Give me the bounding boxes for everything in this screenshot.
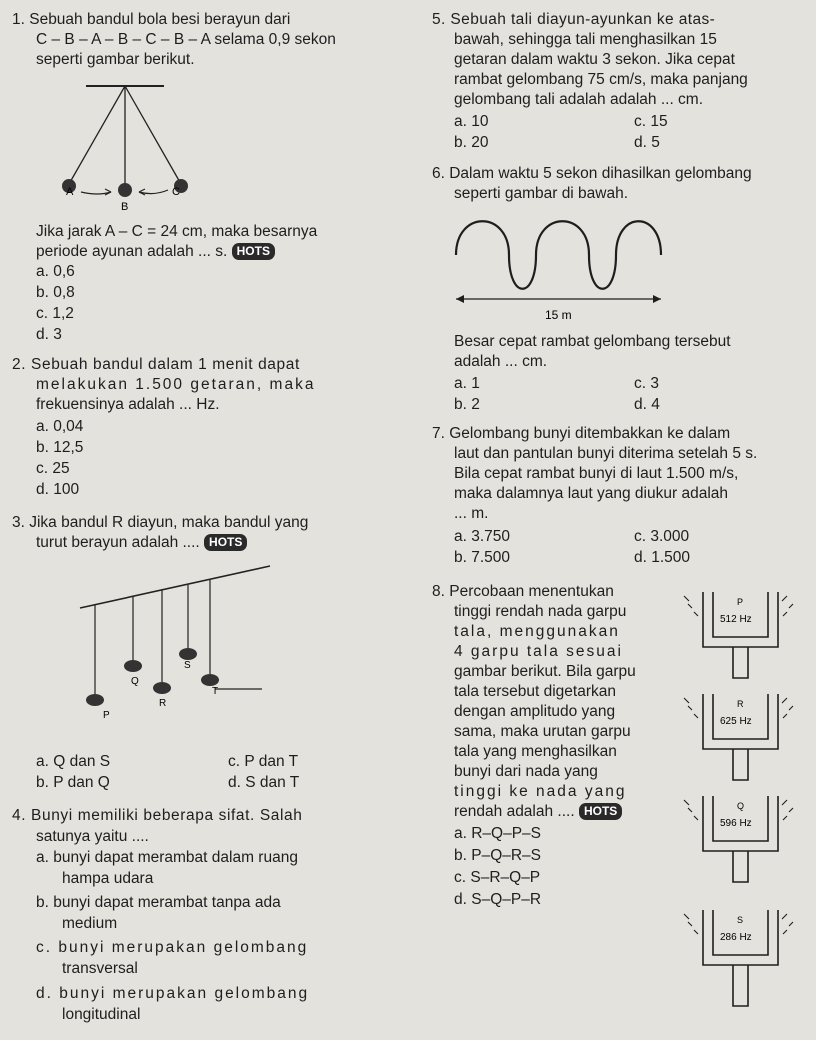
wave-figure (446, 215, 676, 325)
q3-option-b[interactable]: b. P dan Q (36, 774, 110, 791)
q8-line10: bunyi dari nada yang (454, 763, 598, 780)
wave-length-label: 15 m (545, 308, 572, 322)
q1-option-a[interactable]: a. 0,6 (36, 263, 75, 280)
q7-option-a[interactable]: a. 3.750 (454, 528, 511, 545)
q2-option-a[interactable]: a. 0,04 (36, 418, 84, 435)
q4-option-c[interactable]: c. bunyi merupakan gelombang (36, 939, 309, 956)
q1-option-c[interactable]: c. 1,2 (36, 305, 74, 322)
pendulum-figure (36, 74, 236, 214)
fork-s-freq: 286 Hz (720, 932, 752, 943)
fork-s-name: S (737, 915, 744, 925)
tuning-fork-p (678, 582, 803, 682)
q8-line8: sama, maka urutan garpu (454, 723, 631, 740)
q1-option-b[interactable]: b. 0,8 (36, 284, 75, 301)
q6-line1: 6. Dalam waktu 5 sekon dihasilkan gelombang (432, 165, 752, 182)
label-s: S (184, 660, 191, 671)
q4-line2: satunya yaitu .... (36, 828, 149, 845)
q8-line11: tinggi ke nada yang (454, 783, 627, 800)
q7-option-c[interactable]: c. 3.000 (634, 528, 690, 545)
label-p: P (103, 710, 110, 721)
q2-option-b[interactable]: b. 12,5 (36, 439, 84, 456)
q7-option-d[interactable]: d. 1.500 (634, 549, 691, 566)
q5-option-c[interactable]: c. 15 (634, 113, 668, 130)
q5-line3: getaran dalam waktu 3 sekon. Jika cepat (454, 51, 735, 68)
hots-badge: HOTS (579, 803, 622, 820)
fork-r-name: R (737, 699, 744, 709)
hots-badge: HOTS (204, 534, 247, 551)
label-r: R (159, 698, 167, 709)
label-a: A (66, 186, 74, 198)
label-q: Q (131, 676, 139, 687)
q6-line2: seperti gambar di bawah. (454, 185, 629, 202)
tuning-fork-q (678, 786, 803, 886)
fork-r-freq: 625 Hz (720, 716, 752, 727)
q3-line2: turut berayun adalah .... (36, 534, 200, 551)
q3-option-c[interactable]: c. P dan T (228, 753, 299, 770)
q1-line3: seperti gambar berikut. (36, 51, 195, 68)
q4-line1: 4. Bunyi memiliki beberapa sifat. Salah (12, 807, 303, 824)
q8-option-b[interactable]: b. P–Q–R–S (454, 847, 542, 864)
q1-line2: C – B – A – B – C – B – A selama 0,9 sekon (36, 31, 336, 48)
q3-line2-wrap (36, 533, 247, 553)
q2-line3: frekuensinya adalah ... Hz. (36, 396, 220, 413)
fork-p-name: P (737, 597, 744, 607)
q1-line5: periode ayunan adalah ... s. (36, 243, 228, 260)
q7-line5: ... m. (454, 505, 489, 522)
q2-option-d[interactable]: d. 100 (36, 481, 80, 498)
q4-option-d[interactable]: d. bunyi merupakan gelombang (36, 985, 310, 1002)
q7-option-b[interactable]: b. 7.500 (454, 549, 511, 566)
q5-line5: gelombang tali adalah adalah ... cm. (454, 91, 704, 108)
q2-line2: melakukan 1.500 getaran, maka (36, 376, 316, 393)
q5-line2: bawah, sehingga tali menghasilkan 15 (454, 31, 717, 48)
label-t: T (212, 686, 219, 697)
q6-option-b[interactable]: b. 2 (454, 396, 480, 413)
q8-line2: tinggi rendah nada garpu (454, 603, 627, 620)
q8-option-a[interactable]: a. R–Q–P–S (454, 825, 542, 842)
q8-line12-wrap (454, 802, 622, 822)
q8-option-d[interactable]: d. S–Q–P–R (454, 891, 542, 908)
q6-line3: Besar cepat rambat gelombang tersebut (454, 333, 731, 350)
q7-line2: laut dan pantulan bunyi diterima setelah 5 s. (454, 445, 758, 462)
q2-option-c[interactable]: c. 25 (36, 460, 70, 477)
q1-line1: 1. Sebuah bandul bola besi berayun dari (12, 11, 291, 28)
q8-line9: tala yang menghasilkan (454, 743, 617, 760)
q3-option-a[interactable]: a. Q dan S (36, 753, 111, 770)
q8-line7: dengan amplitudo yang (454, 703, 616, 720)
label-c: C (172, 186, 180, 198)
q8-line6: tala tersebut digetarkan (454, 683, 616, 700)
tuning-fork-r (678, 684, 803, 784)
q8-line4: 4 garpu tala sesuai (454, 643, 623, 660)
pendulums-figure (40, 560, 280, 740)
q8-line5: gambar berikut. Bila garpu (454, 663, 636, 680)
q6-option-d[interactable]: d. 4 (634, 396, 660, 413)
q4-option-d-cont: longitudinal (62, 1006, 141, 1023)
q1-line4: Jika jarak A – C = 24 cm, maka besarnya (36, 223, 318, 240)
label-b: B (121, 201, 129, 213)
q6-line4: adalah ... cm. (454, 353, 548, 370)
q5-option-b[interactable]: b. 20 (454, 134, 489, 151)
q4-option-a-cont: hampa udara (62, 870, 154, 887)
fork-p-freq: 512 Hz (720, 614, 752, 625)
q2-line1: 2. Sebuah bandul dalam 1 menit dapat (12, 356, 300, 373)
q7-line4: maka dalamnya laut yang diukur adalah (454, 485, 729, 502)
q1-line5-wrap (36, 242, 275, 262)
q4-option-c-cont: transversal (62, 960, 138, 977)
q5-line1: 5. Sebuah tali diayun-ayunkan ke atas- (432, 11, 716, 28)
q8-line12: rendah adalah .... (454, 803, 575, 820)
hots-badge: HOTS (232, 243, 275, 260)
q4-option-a[interactable]: a. bunyi dapat merambat dalam ruang (36, 849, 298, 866)
q3-line1: 3. Jika bandul R diayun, maka bandul yang (12, 514, 309, 531)
fork-q-name: Q (737, 801, 745, 811)
q4-option-b-cont: medium (62, 915, 118, 932)
q4-option-b[interactable]: b. bunyi dapat merambat tanpa ada (36, 894, 281, 911)
q6-option-a[interactable]: a. 1 (454, 375, 480, 392)
q1-option-d[interactable]: d. 3 (36, 326, 62, 343)
q5-option-a[interactable]: a. 10 (454, 113, 489, 130)
q8-option-c[interactable]: c. S–R–Q–P (454, 869, 541, 886)
q6-option-c[interactable]: c. 3 (634, 375, 659, 392)
q8-line1: 8. Percobaan menentukan (432, 583, 614, 600)
q3-option-d[interactable]: d. S dan T (228, 774, 300, 791)
q5-line4: rambat gelombang 75 cm/s, maka panjang (454, 71, 748, 88)
q7-line1: 7. Gelombang bunyi ditembakkan ke dalam (432, 425, 731, 442)
fork-q-freq: 596 Hz (720, 818, 752, 829)
q5-option-d[interactable]: d. 5 (634, 134, 660, 151)
tuning-fork-s (678, 900, 803, 1012)
q7-line3: Bila cepat rambat bunyi di laut 1.500 m/s, (454, 465, 739, 482)
q8-line3: tala, menggunakan (454, 623, 620, 640)
